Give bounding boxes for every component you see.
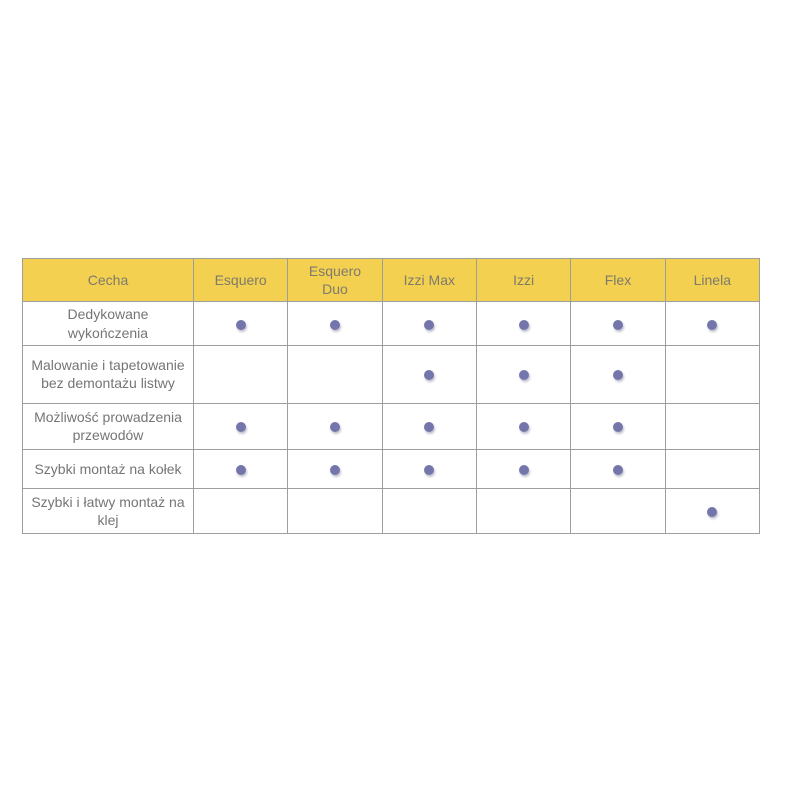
value-cell — [665, 345, 759, 403]
feature-comparison-section — [22, 258, 760, 534]
feature-dot-icon — [613, 320, 623, 330]
table-row — [23, 488, 760, 533]
value-cell — [571, 488, 665, 533]
value-cell — [571, 403, 665, 449]
value-cell — [476, 403, 570, 449]
value-cell — [382, 345, 476, 403]
feature-dot-icon — [236, 320, 246, 330]
value-cell — [665, 488, 759, 533]
feature-cell: Dedykowane wykończenia — [23, 302, 194, 345]
feature-dot-icon — [330, 320, 340, 330]
value-cell — [382, 403, 476, 449]
product-column-header: Esquero Duo — [288, 259, 382, 302]
feature-cell: Możliwość prowadzenia przewodów — [23, 403, 194, 449]
value-cell — [382, 449, 476, 488]
feature-dot-icon — [613, 422, 623, 432]
value-cell — [288, 403, 382, 449]
product-column-header: Flex — [571, 259, 665, 302]
value-cell — [382, 488, 476, 533]
value-cell — [194, 345, 288, 403]
header-row — [23, 259, 760, 302]
value-cell — [194, 302, 288, 345]
feature-dot-icon — [424, 465, 434, 475]
product-column-header: Esquero — [194, 259, 288, 302]
table-row — [23, 449, 760, 488]
value-cell — [382, 302, 476, 345]
value-cell — [476, 488, 570, 533]
feature-dot-icon — [519, 465, 529, 475]
product-column-header: Izzi Max — [382, 259, 476, 302]
value-cell — [194, 449, 288, 488]
value-cell — [194, 488, 288, 533]
feature-dot-icon — [519, 422, 529, 432]
feature-cell: Szybki i łatwy montaż na klej — [23, 488, 194, 533]
feature-dot-icon — [236, 465, 246, 475]
value-cell — [665, 449, 759, 488]
feature-dot-icon — [707, 507, 717, 517]
value-cell — [571, 449, 665, 488]
value-cell — [288, 345, 382, 403]
value-cell — [665, 403, 759, 449]
value-cell — [288, 449, 382, 488]
value-cell — [288, 302, 382, 345]
product-column-header: Izzi — [476, 259, 570, 302]
table-body — [23, 302, 760, 533]
table-row — [23, 302, 760, 345]
feature-dot-icon — [424, 422, 434, 432]
value-cell — [476, 449, 570, 488]
feature-dot-icon — [613, 465, 623, 475]
feature-dot-icon — [236, 422, 246, 432]
feature-dot-icon — [424, 370, 434, 380]
feature-dot-icon — [330, 465, 340, 475]
product-column-header: Linela — [665, 259, 759, 302]
feature-dot-icon — [519, 320, 529, 330]
value-cell — [476, 345, 570, 403]
feature-dot-icon — [424, 320, 434, 330]
feature-dot-icon — [519, 370, 529, 380]
value-cell — [571, 302, 665, 345]
table-header — [23, 259, 760, 302]
table-row — [23, 403, 760, 449]
feature-cell: Malowanie i tapetowanie bez demontażu listwy — [23, 345, 194, 403]
feature-dot-icon — [707, 320, 717, 330]
value-cell — [476, 302, 570, 345]
value-cell — [571, 345, 665, 403]
feature-comparison-table — [22, 258, 760, 534]
feature-column-header: Cecha — [23, 259, 194, 302]
feature-dot-icon — [330, 422, 340, 432]
value-cell — [665, 302, 759, 345]
table-row — [23, 345, 760, 403]
value-cell — [194, 403, 288, 449]
feature-cell: Szybki montaż na kołek — [23, 449, 194, 488]
feature-dot-icon — [613, 370, 623, 380]
value-cell — [288, 488, 382, 533]
